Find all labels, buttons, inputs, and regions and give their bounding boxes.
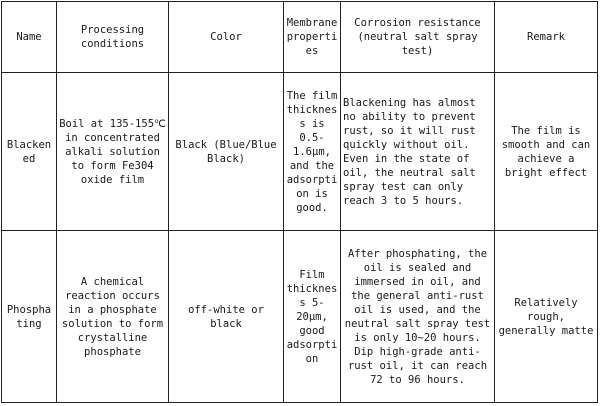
cell-processing: A chemical reaction occurs in a phosphate solution to form crystalline phosphate bbox=[57, 231, 169, 403]
cell-processing: Boil at 135-155℃ in concentrated alkali solution to form Fe304 oxide film bbox=[57, 73, 169, 231]
header-membrane-properties: Membrane properties bbox=[284, 2, 341, 73]
header-color: Color bbox=[169, 2, 284, 73]
cell-corrosion: After phosphating, the oil is sealed and immersed in oil, and the general anti-rust oil is used, and the neutral salt spray test is only 10~20 hours. Dip high-grade anti-rust oil, it can reach 72 to 96 hours. bbox=[341, 231, 495, 403]
cell-name: Phosphating bbox=[2, 231, 57, 403]
header-remark: Remark bbox=[495, 2, 598, 73]
cell-color: Black (Blue/Blue Black) bbox=[169, 73, 284, 231]
header-name: Name bbox=[2, 2, 57, 73]
comparison-table bbox=[1, 1, 598, 403]
cell-membrane: Film thickness 5-20μm, good adsorption bbox=[284, 231, 341, 403]
table-row bbox=[2, 231, 598, 403]
cell-remark: The film is smooth and can achieve a bright effect bbox=[495, 73, 598, 231]
header-corrosion-resistance: Corrosion resistance (neutral salt spray test) bbox=[341, 2, 495, 73]
table-header-row bbox=[2, 2, 598, 73]
cell-remark: Relatively rough, generally matte bbox=[495, 231, 598, 403]
cell-name: Blackened bbox=[2, 73, 57, 231]
table-row bbox=[2, 73, 598, 231]
cell-corrosion: Blackening has almost no ability to prevent rust, so it will rust quickly without oil. Even in the state of oil, the neutral salt spray test can only reach 3 to 5 hours. bbox=[341, 73, 495, 231]
cell-membrane: The film thickness is 0.5-1.6μm, and the adsorption is good. bbox=[284, 73, 341, 231]
cell-color: off-white or black bbox=[169, 231, 284, 403]
header-processing-conditions: Processing conditions bbox=[57, 2, 169, 73]
